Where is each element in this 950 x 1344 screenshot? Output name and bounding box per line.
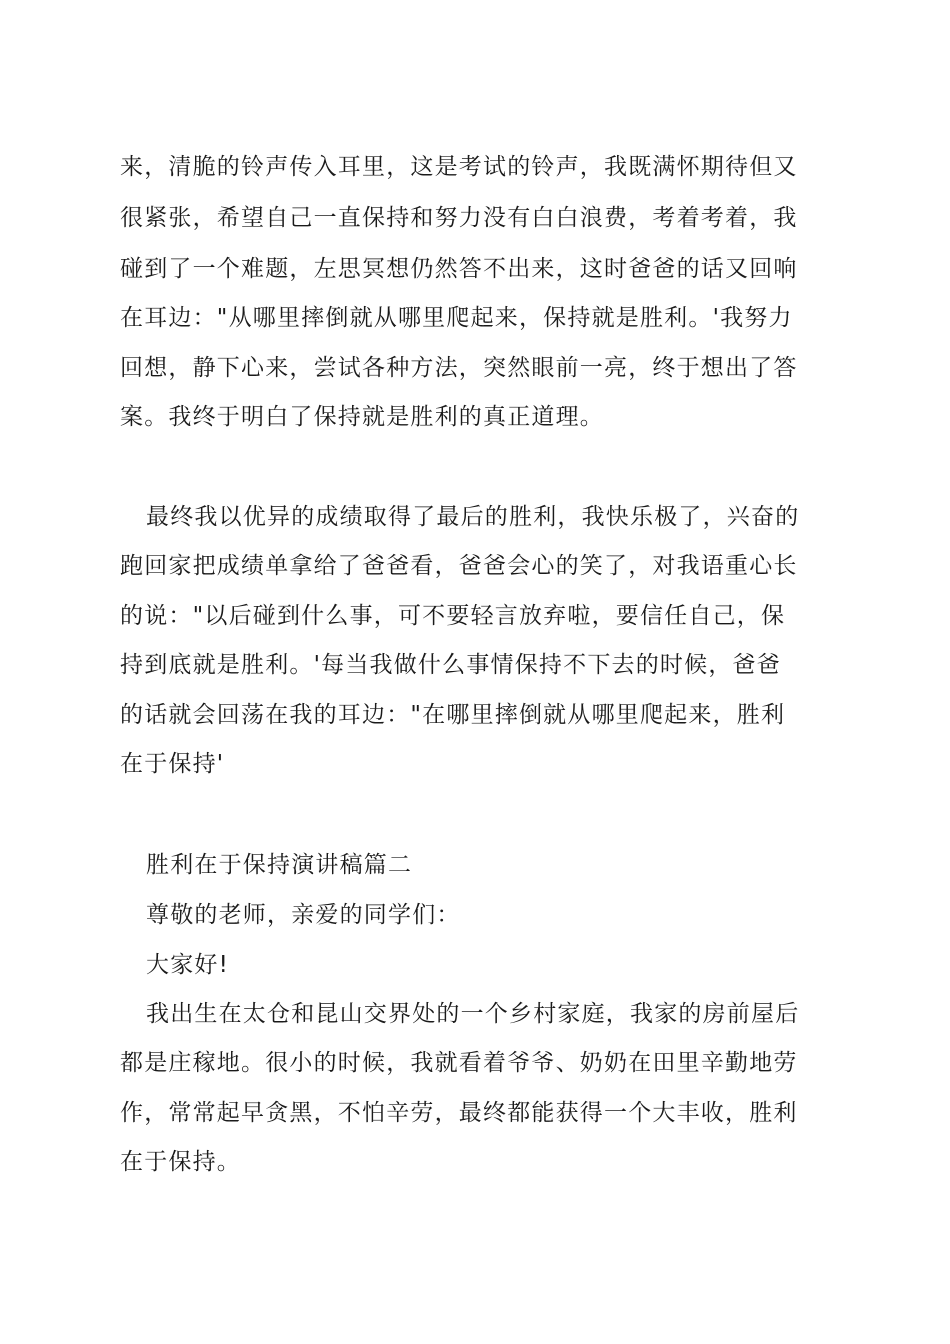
text-line: 的说："以后碰到什么事，可不要轻言放弃啦，要信任自己，保 [120, 603, 786, 629]
text-line: 都是庄稼地。很小的时候，我就看着爷爷、奶奶在田里辛勤地劳 [120, 1050, 798, 1076]
text-line: 的话就会回荡在我的耳边："在哪里摔倒就从哪里爬起来，胜利 [120, 702, 786, 728]
text-line: 作，常常起早贪黑，不怕辛劳，最终都能获得一个大丰收，胜利 [120, 1100, 798, 1126]
text-line: 跑回家把成绩单拿给了爸爸看，爸爸会心的笑了，对我语重心长 [120, 553, 798, 579]
text-line: 回想，静下心来，尝试各种方法，突然眼前一亮，终于想出了答 [120, 355, 798, 381]
greeting: 大家好! [146, 952, 230, 978]
text-line: 来，清脆的铃声传入耳里，这是考试的铃声，我既满怀期待但又 [120, 154, 798, 180]
salutation: 尊敬的老师，亲爱的同学们： [146, 902, 461, 928]
text-line: 最终我以优异的成绩取得了最后的胜利，我快乐极了，兴奋的 [146, 504, 800, 530]
text-line: 很紧张，希望自己一直保持和努力没有白白浪费，考着考着，我 [120, 205, 798, 231]
text-line: 持到底就是胜利。'每当我做什么事情保持不下去的时候，爸爸 [120, 652, 781, 678]
section-heading: 胜利在于保持演讲稿篇二 [146, 852, 413, 878]
text-line: 在耳边："从哪里摔倒就从哪里爬起来，保持就是胜利。'我努力 [120, 305, 793, 331]
text-line: 在于保持' [120, 751, 225, 777]
text-line: 我出生在太仓和昆山交界处的一个乡村家庭，我家的房前屋后 [146, 1001, 800, 1027]
text-line: 案。我终于明白了保持就是胜利的真正道理。 [120, 404, 604, 430]
text-line: 碰到了一个难题，左思冥想仍然答不出来，这时爸爸的话又回响 [120, 256, 798, 282]
text-line: 在于保持。 [120, 1149, 241, 1175]
